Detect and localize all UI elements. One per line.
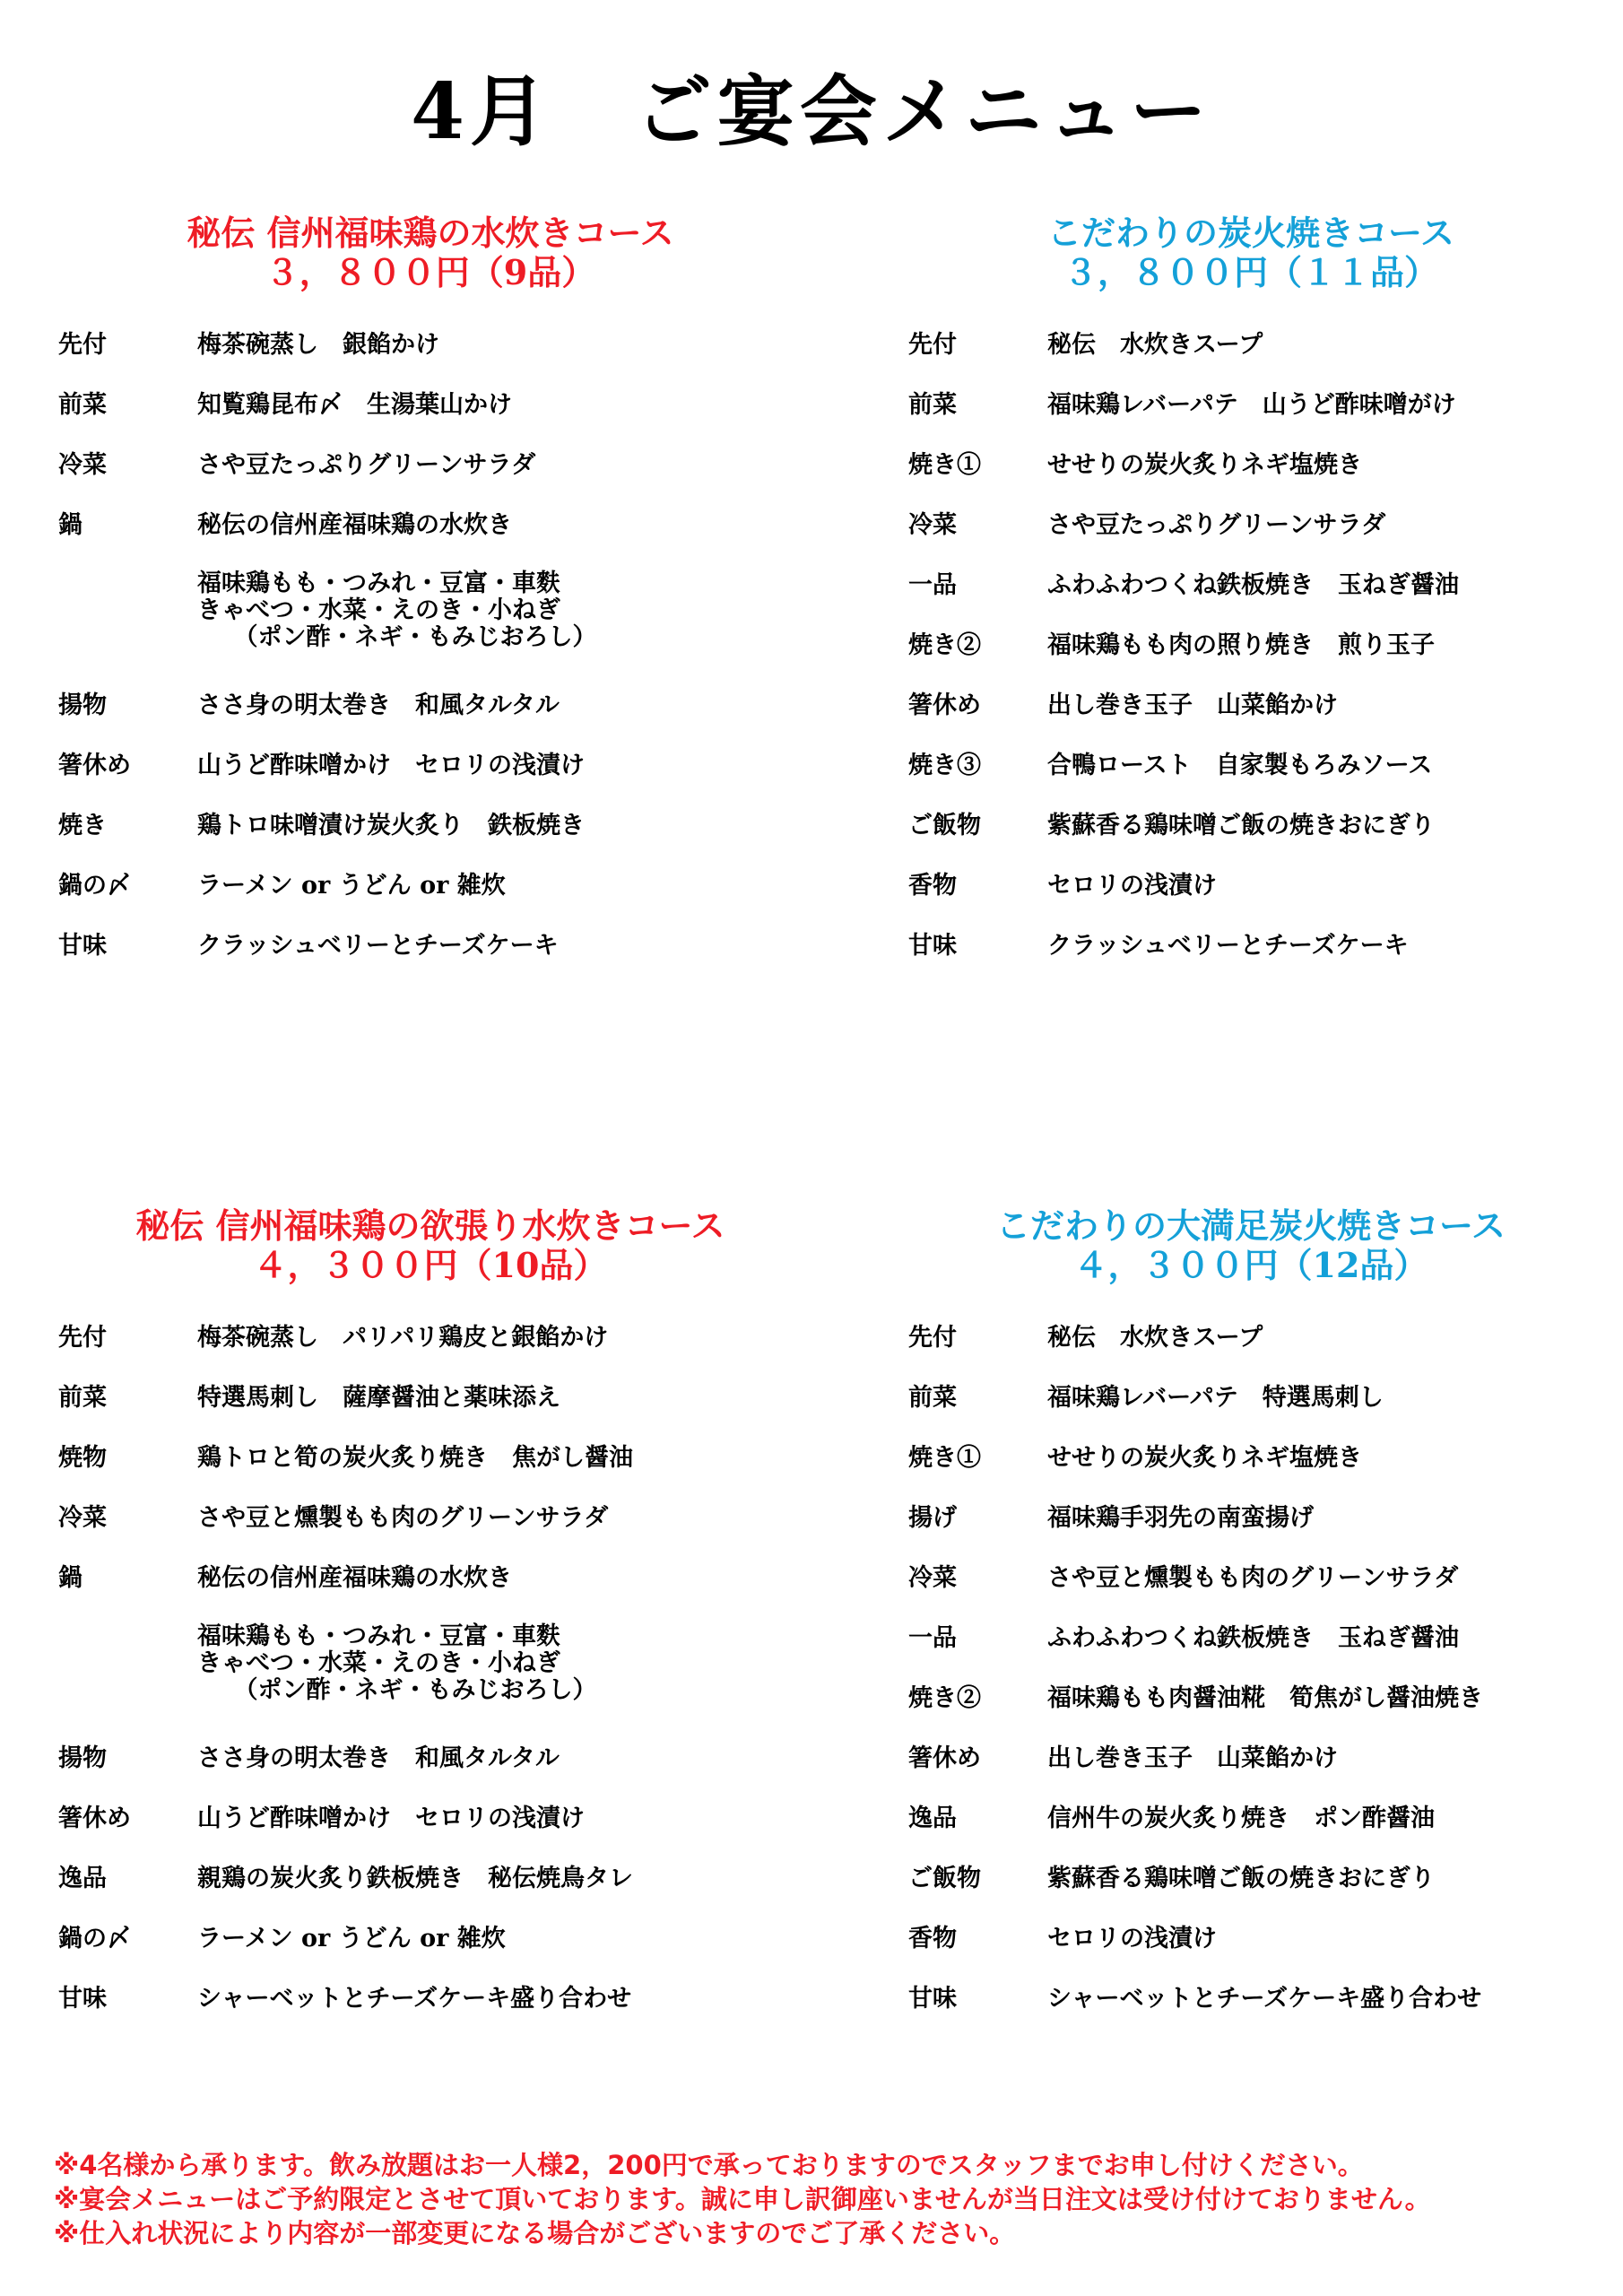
item-dish: クラッシュベリーとチーズケーキ	[197, 932, 559, 960]
item-dish: 梅茶碗蒸し パリパリ鶏皮と銀餡かけ	[197, 1324, 609, 1352]
item-label: 前菜	[58, 1384, 107, 1412]
course-name: 秘伝 信州福味鶏の水炊きコース	[187, 213, 674, 253]
item-dish: 福味鶏もも・つみれ・豆富・車麩 きゃべつ・水菜・えのき・小ねぎ （ポン酢・ネギ・もみじおろし）	[197, 1622, 597, 1704]
item-dish: 親鶏の炭火炙り鉄板焼き 秘伝焼鳥タレ	[197, 1865, 633, 1892]
item-label: 揚物	[58, 691, 107, 719]
item-label: 先付	[58, 331, 107, 359]
item-label: 鍋の〆	[58, 872, 131, 900]
item-label: 冷菜	[58, 451, 107, 479]
item-dish: シャーベットとチーズケーキ盛り合わせ	[197, 1985, 632, 2013]
course-sumibi	[847, 213, 1623, 976]
item-label: 甘味	[908, 1985, 957, 2013]
item-dish: ラーメン or うどん or 雑炊	[197, 1925, 506, 1952]
item-dish: 鶏トロと筍の炭火炙り焼き 焦がし醤油	[197, 1444, 633, 1472]
item-label: 甘味	[58, 932, 107, 960]
note-line: ※4名様から承ります。飲み放題はお一人様2，200円で承っておりますのでスタッフまでお申し付けください。	[54, 2150, 1364, 2180]
item-label: 箸休め	[58, 752, 131, 779]
item-label: 前菜	[908, 391, 957, 419]
course-price: ３，８００円（１１品）	[1063, 252, 1438, 292]
item-dish: 出し巻き玉子 山菜餡かけ	[1047, 691, 1338, 719]
item-dish: ラーメン or うどん or 雑炊	[197, 872, 506, 900]
item-dish: 福味鶏手羽先の南蛮揚げ	[1047, 1504, 1314, 1532]
item-label: 箸休め	[908, 691, 981, 719]
course-price: ４，３００円（10品）	[253, 1245, 608, 1285]
note-line: ※宴会メニューはご予約限定とさせて頂いております。誠に申し訳御座いませんが当日注文は受け付けておりません。	[54, 2184, 1431, 2214]
item-dish: 梅茶碗蒸し 銀餡かけ	[197, 331, 439, 359]
item-dish: さや豆たっぷりグリーンサラダ	[197, 451, 536, 479]
item-label: 鍋の〆	[58, 1925, 131, 1952]
course-name: こだわりの炭火焼きコース	[1046, 213, 1455, 253]
item-label: 焼き③	[908, 752, 981, 779]
course-name: こだわりの大満足炭火焼きコース	[995, 1205, 1506, 1246]
item-label: 香物	[908, 872, 957, 900]
item-label: 鍋	[58, 511, 82, 539]
item-dish: ふわふわつくね鉄板焼き 玉ねぎ醤油	[1047, 1624, 1459, 1652]
item-dish: 山うど酢味噌かけ セロリの浅漬け	[197, 752, 585, 779]
item-dish: 知覧鶏昆布〆 生湯葉山かけ	[197, 391, 512, 419]
item-label: 冷菜	[908, 1564, 957, 1592]
item-label: 冷菜	[908, 511, 957, 539]
item-label: 焼き	[58, 812, 107, 839]
item-dish: 合鴨ロースト 自家製もろみソース	[1047, 752, 1433, 779]
item-dish: 信州牛の炭火炙り焼き ポン酢醤油	[1047, 1805, 1435, 1832]
item-label: 焼き②	[908, 631, 981, 659]
item-label: 逸品	[908, 1805, 957, 1832]
item-dish: 秘伝の信州産福味鶏の水炊き	[197, 1564, 512, 1592]
item-label: 揚物	[58, 1744, 107, 1772]
item-label: 前菜	[58, 391, 107, 419]
item-dish: 秘伝 水炊きスープ	[1047, 1324, 1263, 1352]
item-label: ご飯物	[908, 812, 981, 839]
item-label: 先付	[908, 331, 957, 359]
item-dish: さや豆と燻製もも肉のグリーンサラダ	[1047, 1564, 1459, 1592]
course-yokubari-mizutaki	[27, 1206, 834, 2058]
item-dish: 紫蘇香る鶏味噌ご飯の焼きおにぎり	[1047, 812, 1435, 839]
item-dish: 出し巻き玉子 山菜餡かけ	[1047, 1744, 1338, 1772]
item-dish: セロリの浅漬け	[1047, 872, 1217, 900]
item-dish: 福味鶏レバーパテ 山うど酢味噌がけ	[1047, 391, 1456, 419]
item-label: 先付	[908, 1324, 957, 1352]
course-price: ３，８００円（9品）	[265, 252, 596, 292]
item-label: 一品	[908, 1624, 957, 1652]
item-label: 逸品	[58, 1865, 107, 1892]
item-label: 一品	[908, 571, 957, 599]
item-label: 揚げ	[908, 1504, 957, 1532]
course-daimanzoku-sumibi	[847, 1206, 1623, 2058]
item-dish: シャーベットとチーズケーキ盛り合わせ	[1047, 1985, 1482, 2013]
item-dish: 紫蘇香る鶏味噌ご飯の焼きおにぎり	[1047, 1865, 1435, 1892]
item-label: 甘味	[908, 932, 957, 960]
item-dish: 鶏トロ味噌漬け炭火炙り 鉄板焼き	[197, 812, 585, 839]
item-label: 箸休め	[58, 1805, 131, 1832]
item-dish: 福味鶏レバーパテ 特選馬刺し	[1047, 1384, 1384, 1412]
note-line: ※仕入れ状況により内容が一部変更になる場合がございますのでご了承ください。	[54, 2218, 1016, 2248]
item-label: 焼き①	[908, 451, 981, 479]
item-label: 甘味	[58, 1985, 107, 2013]
item-label: 前菜	[908, 1384, 957, 1412]
item-label: 香物	[908, 1925, 957, 1952]
item-label: 箸休め	[908, 1744, 981, 1772]
item-dish: 山うど酢味噌かけ セロリの浅漬け	[197, 1805, 585, 1832]
item-dish: クラッシュベリーとチーズケーキ	[1047, 932, 1409, 960]
page-title: 4月 ご宴会メニュー	[411, 66, 1212, 157]
item-dish: 秘伝 水炊きスープ	[1047, 331, 1263, 359]
item-label: 鍋	[58, 1564, 82, 1592]
item-dish: ささ身の明太巻き 和風タルタル	[197, 691, 560, 719]
course-name: 秘伝 信州福味鶏の欲張り水炊きコース	[135, 1205, 725, 1246]
item-dish: 特選馬刺し 薩摩醤油と薬味添え	[197, 1384, 560, 1412]
item-label: ご飯物	[908, 1865, 981, 1892]
item-dish: 福味鶏もも肉醤油糀 筍焦がし醤油焼き	[1047, 1684, 1483, 1712]
item-label: 焼き②	[908, 1684, 981, 1712]
item-dish: 福味鶏もも肉の照り焼き 煎り玉子	[1047, 631, 1435, 659]
item-label: 先付	[58, 1324, 107, 1352]
item-dish: ふわふわつくね鉄板焼き 玉ねぎ醤油	[1047, 571, 1459, 599]
item-label: 焼物	[58, 1444, 107, 1472]
item-dish: さや豆と燻製もも肉のグリーンサラダ	[197, 1504, 609, 1532]
item-dish: 福味鶏もも・つみれ・豆富・車麩 きゃべつ・水菜・えのき・小ねぎ （ポン酢・ネギ・もみじおろし）	[197, 570, 597, 651]
item-label: 冷菜	[58, 1504, 107, 1532]
course-price: ４，３００円（12品）	[1073, 1245, 1428, 1285]
item-dish: セロリの浅漬け	[1047, 1925, 1217, 1952]
item-dish: 秘伝の信州産福味鶏の水炊き	[197, 511, 512, 539]
footer-notes	[54, 2148, 1596, 2250]
course-mizutaki	[27, 213, 834, 976]
item-dish: せせりの炭火炙りネギ塩焼き	[1047, 1444, 1362, 1472]
item-dish: ささ身の明太巻き 和風タルタル	[197, 1744, 560, 1772]
item-dish: さや豆たっぷりグリーンサラダ	[1047, 511, 1386, 539]
item-label: 焼き①	[908, 1444, 981, 1472]
item-dish: せせりの炭火炙りネギ塩焼き	[1047, 451, 1362, 479]
